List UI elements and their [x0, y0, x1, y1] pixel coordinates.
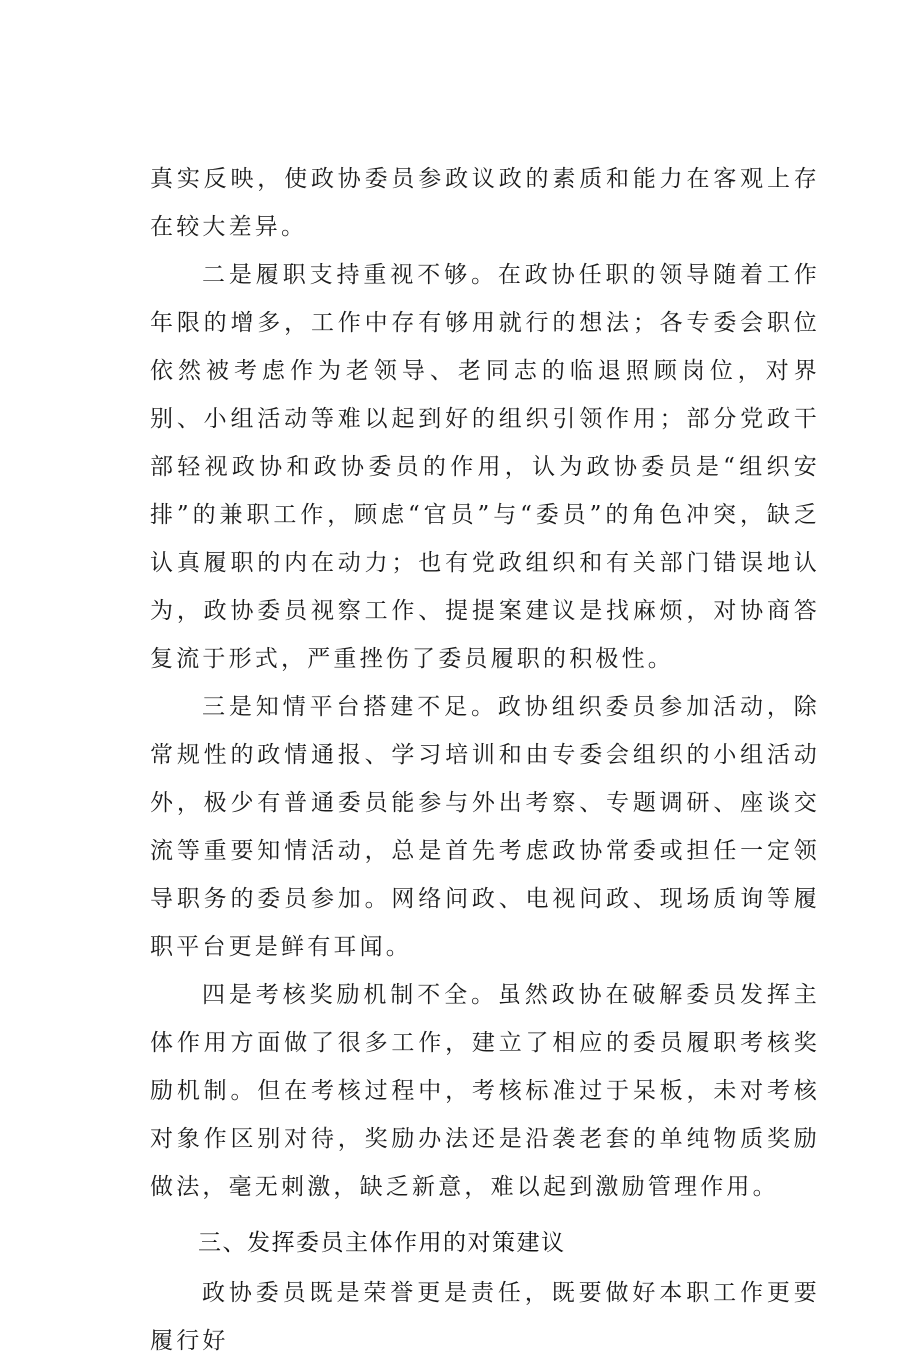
paragraph-information-platform: 三是知情平台搭建不足。政协组织委员参加活动，除常规性的政情通报、学习培训和由专委会组织的小组活动外，极少有普通委员能参与外出考察、专题调研、座谈交流等重要知情活动，总是首先考虑政协常委或担任一定领导职务的委员参加。网络问政、电视问政、现场质询等履职平台更是鲜有耳闻。 — [150, 694, 820, 960]
section-heading: 三、发挥委员主体作用的对策建议 — [198, 1230, 566, 1256]
document-body — [150, 155, 820, 1365]
paragraph-performance-support: 二是履职支持重视不够。在政协任职的领导随着工作年限的增多，工作中存有够用就行的想法；各专委会职位依然被考虑作为老领导、老同志的临退照顾岗位，对界别、小组活动等难以起到好的组织引领作用；部分党政干部轻视政协和政协委员的作用，认为政协委员是“组织安排”的兼职工作，顾虑“官员”与“委员”的角色冲突，缺乏认真履职的内在动力；也有党政组织和有关部门错误地认为，政协委员视察工作、提提案建议是找麻烦，对协商答复流于形式，严重挫伤了委员履职的积极性。 — [150, 262, 820, 672]
paragraph-continuation: 真实反映，使政协委员参政议政的素质和能力在客观上存在较大差异。 — [150, 166, 820, 240]
paragraph-evaluation-mechanism: 四是考核奖励机制不全。虽然政协在破解委员发挥主体作用方面做了很多工作，建立了相应的委员履职考核奖励机制。但在考核过程中，考核标准过于呆板，未对考核对象作区别对待，奖励办法还是沿袭老套的单纯物质奖励做法，毫无刺激，缺乏新意，难以起到激励管理作用。 — [150, 982, 820, 1200]
paragraph-closing: 政协委员既是荣誉更是责任，既要做好本职工作更要履行好 — [150, 1280, 820, 1354]
